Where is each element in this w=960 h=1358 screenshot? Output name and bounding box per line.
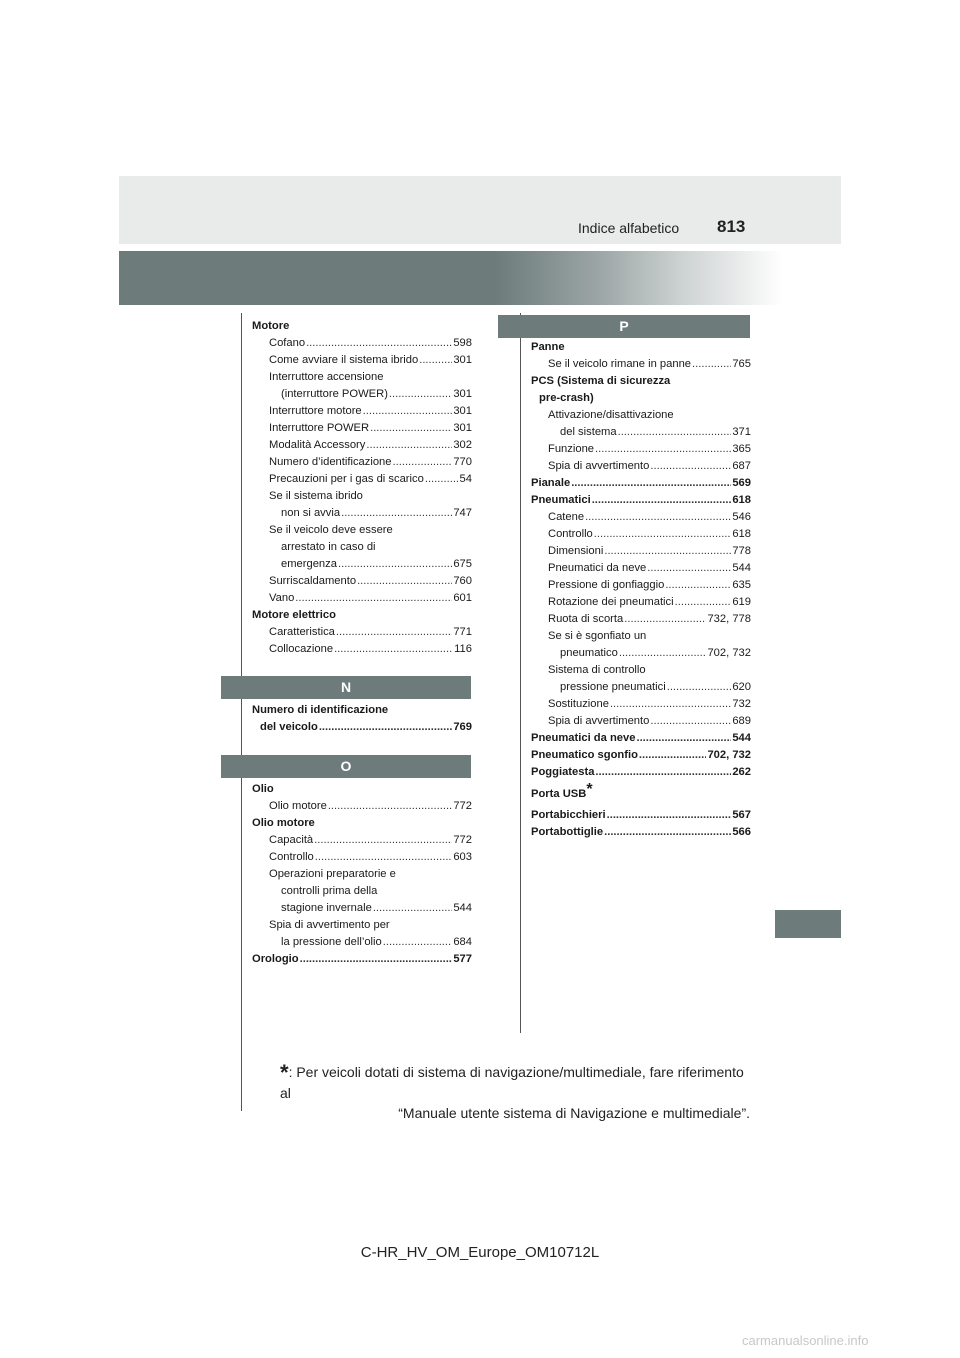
index-entry-text: Caratteristica bbox=[269, 626, 335, 638]
index-entry-text: Rotazione dei pneumatici bbox=[548, 596, 674, 608]
index-entry bbox=[252, 454, 472, 471]
chapter-side-tab bbox=[775, 910, 841, 938]
index-entry bbox=[531, 696, 751, 713]
index-entry-page: 301 bbox=[453, 388, 472, 400]
middle-column-rule bbox=[520, 313, 521, 1033]
index-entry-page: 684 bbox=[453, 936, 472, 948]
leader-dots bbox=[295, 590, 452, 607]
index-entry-text: Porta USB bbox=[531, 788, 587, 800]
leader-dots bbox=[647, 560, 731, 577]
index-entry-page: 689 bbox=[732, 715, 751, 727]
index-entry-text: Pressione di gonfiaggio bbox=[548, 579, 665, 591]
index-entry bbox=[531, 560, 751, 577]
index-entry bbox=[531, 594, 751, 611]
index-entry-text: Olio motore bbox=[252, 817, 315, 829]
index-entry-page: 772 bbox=[453, 800, 472, 812]
index-entry bbox=[252, 832, 472, 849]
leader-dots bbox=[595, 441, 731, 458]
leader-dots bbox=[585, 509, 731, 526]
index-entry bbox=[531, 441, 751, 458]
index-entry-text: Cofano bbox=[269, 337, 306, 349]
index-entry-page: 771 bbox=[453, 626, 472, 638]
index-entry bbox=[252, 866, 472, 883]
index-entry-page: 301 bbox=[453, 422, 472, 434]
leader-dots bbox=[300, 951, 453, 968]
index-entry bbox=[252, 719, 472, 736]
index-entry-page: 619 bbox=[732, 596, 751, 608]
leader-dots bbox=[675, 594, 732, 611]
leader-dots bbox=[373, 900, 453, 917]
index-entry bbox=[531, 424, 751, 441]
index-entry-page: 778 bbox=[732, 545, 751, 557]
index-entry-text: Se il sistema ibrido bbox=[269, 490, 363, 502]
index-entry-text: controlli prima della bbox=[281, 885, 378, 897]
index-entry-page: 546 bbox=[732, 511, 751, 523]
footnote-line-1: : Per veicoli dotati di sistema di navigazione/multimediale, fare riferimento al bbox=[280, 1064, 744, 1101]
footnote-marker: * bbox=[586, 781, 593, 798]
leader-dots bbox=[571, 475, 731, 492]
index-entry-text: Olio motore bbox=[269, 800, 327, 812]
leader-dots bbox=[328, 798, 453, 815]
leader-dots bbox=[618, 424, 732, 441]
index-entry-text: pressione pneumatici bbox=[560, 681, 666, 693]
index-entry-page: 262 bbox=[732, 766, 751, 778]
index-section-o bbox=[252, 781, 472, 968]
index-entry bbox=[531, 373, 751, 390]
left-column-rule bbox=[241, 313, 242, 1111]
index-entry bbox=[252, 573, 472, 590]
index-entry-text: Interruttore accensione bbox=[269, 371, 384, 383]
index-entry-text: Precauzioni per i gas di scarico bbox=[269, 473, 424, 485]
index-entry bbox=[531, 526, 751, 543]
index-entry-text: non si avvia bbox=[281, 507, 341, 519]
footnote-star: * bbox=[280, 1060, 289, 1085]
index-entry-text: Pneumatici da neve bbox=[548, 562, 647, 574]
index-entry-text: Controllo bbox=[269, 851, 314, 863]
index-entry-page: 769 bbox=[453, 721, 472, 733]
index-entry-page: 577 bbox=[453, 953, 472, 965]
index-entry-page: 675 bbox=[453, 558, 472, 570]
leader-dots bbox=[383, 934, 453, 951]
index-entry-text: pre-crash) bbox=[539, 392, 594, 404]
leader-dots bbox=[338, 556, 452, 573]
index-entry-page: 544 bbox=[453, 902, 472, 914]
index-entry bbox=[252, 883, 472, 900]
leader-dots bbox=[619, 645, 707, 662]
letter-heading-o: O bbox=[221, 755, 471, 778]
leader-dots bbox=[604, 543, 731, 560]
index-entry-text: Pneumatici bbox=[531, 494, 591, 506]
index-entry-text: Poggiatesta bbox=[531, 766, 595, 778]
watermark: carmanualsonline.info bbox=[742, 1333, 869, 1348]
index-entry-page: 747 bbox=[453, 507, 472, 519]
index-entry-text: Funzione bbox=[548, 443, 595, 455]
index-entry bbox=[252, 539, 472, 556]
index-entry bbox=[252, 318, 472, 335]
index-entry-page: 620 bbox=[732, 681, 751, 693]
index-entry-text: Modalità Accessory bbox=[269, 439, 366, 451]
leader-dots bbox=[667, 679, 732, 696]
leader-dots bbox=[341, 505, 452, 522]
index-entry bbox=[252, 934, 472, 951]
footnote-line-2: “Manuale utente sistema di Navigazione e multimediale”. bbox=[398, 1105, 750, 1121]
index-entry-page: 618 bbox=[732, 528, 751, 540]
index-entry bbox=[252, 607, 472, 624]
index-entry-text: Sostituzione bbox=[548, 698, 609, 710]
leader-dots bbox=[624, 611, 706, 628]
index-entry-page: 54 bbox=[459, 473, 472, 485]
index-entry bbox=[531, 390, 751, 407]
index-section-p bbox=[531, 339, 751, 841]
index-entry-text: Operazioni preparatorie e bbox=[269, 868, 396, 880]
index-entry-page: 365 bbox=[732, 443, 751, 455]
leader-dots bbox=[425, 471, 459, 488]
leader-dots bbox=[370, 420, 452, 437]
index-entry-text: Capacità bbox=[269, 834, 314, 846]
index-entry-text: Se il veicolo deve essere bbox=[269, 524, 393, 536]
index-entry-text: Interruttore POWER bbox=[269, 422, 370, 434]
index-entry-page: 732 bbox=[732, 698, 751, 710]
index-entry-page: 301 bbox=[453, 354, 472, 366]
index-entry-text: Pianale bbox=[531, 477, 571, 489]
index-entry bbox=[531, 407, 751, 424]
index-entry bbox=[252, 403, 472, 420]
index-entry bbox=[252, 815, 472, 832]
index-entry bbox=[531, 713, 751, 730]
index-entry-text: Vano bbox=[269, 592, 295, 604]
page-number: 813 bbox=[717, 217, 746, 236]
index-entry bbox=[252, 590, 472, 607]
index-entry-text: del sistema bbox=[560, 426, 617, 438]
index-entry-text: Attivazione/disattivazione bbox=[548, 409, 674, 421]
document-id: C-HR_HV_OM_Europe_OM10712L bbox=[360, 1244, 600, 1261]
index-entry-text: Portabicchieri bbox=[531, 809, 606, 821]
index-entry-text: Se il veicolo rimane in panne bbox=[548, 358, 692, 370]
index-entry-text: Ruota di scorta bbox=[548, 613, 624, 625]
index-entry bbox=[252, 352, 472, 369]
index-entry-page: 770 bbox=[453, 456, 472, 468]
index-entry-text: del veicolo bbox=[260, 721, 318, 733]
footnote bbox=[280, 1062, 750, 1123]
index-entry-text: pneumatico bbox=[560, 647, 618, 659]
letter-heading-p: P bbox=[498, 315, 750, 338]
leader-dots bbox=[692, 356, 731, 373]
letter-heading-n: N bbox=[221, 676, 471, 699]
index-entry-page: 567 bbox=[732, 809, 751, 821]
index-entry-page: 598 bbox=[453, 337, 472, 349]
header-gradient-band bbox=[119, 251, 841, 305]
index-entry bbox=[252, 369, 472, 386]
leader-dots bbox=[357, 573, 452, 590]
index-entry bbox=[252, 798, 472, 815]
index-entry bbox=[252, 917, 472, 934]
index-entry bbox=[531, 611, 751, 628]
index-entry-text: Catene bbox=[548, 511, 585, 523]
index-entry-text: Orologio bbox=[252, 953, 299, 965]
index-entry-text: arrestato in caso di bbox=[281, 541, 376, 553]
index-entry bbox=[252, 420, 472, 437]
index-entry-page: 702, 732 bbox=[707, 647, 751, 659]
index-entry bbox=[531, 475, 751, 492]
index-entry bbox=[531, 764, 751, 781]
leader-dots bbox=[336, 624, 452, 641]
index-entry-text: Portabottiglie bbox=[531, 826, 604, 838]
leader-dots bbox=[592, 492, 732, 509]
index-entry-page: 301 bbox=[453, 405, 472, 417]
index-entry-page: 566 bbox=[732, 826, 751, 838]
index-entry bbox=[252, 386, 472, 403]
index-entry bbox=[252, 900, 472, 917]
index-entry bbox=[531, 781, 751, 803]
leader-dots bbox=[363, 403, 453, 420]
index-entry-page: 772 bbox=[453, 834, 472, 846]
leader-dots bbox=[306, 335, 452, 352]
index-entry-text: Surriscaldamento bbox=[269, 575, 357, 587]
index-entry-text: Dimensioni bbox=[548, 545, 604, 557]
index-entry-page: 569 bbox=[732, 477, 751, 489]
index-entry-text: la pressione dell’olio bbox=[281, 936, 382, 948]
index-entry-page: 302 bbox=[453, 439, 472, 451]
index-entry-text: PCS (Sistema di sicurezza bbox=[531, 375, 671, 387]
index-entry-page: 116 bbox=[454, 643, 472, 655]
index-entry-text: Numero d’identificazione bbox=[269, 456, 392, 468]
index-entry bbox=[531, 628, 751, 645]
index-entry bbox=[531, 747, 751, 764]
index-entry-page: 765 bbox=[732, 358, 751, 370]
index-entry-text: Pneumatico sgonfio bbox=[531, 749, 638, 761]
index-entry-text: Spia di avvertimento bbox=[548, 715, 650, 727]
index-entry-text: Pneumatici da neve bbox=[531, 732, 636, 744]
leader-dots bbox=[319, 719, 453, 736]
leader-dots bbox=[650, 713, 731, 730]
index-column-left bbox=[252, 318, 472, 658]
index-entry bbox=[531, 662, 751, 679]
index-entry-page: 544 bbox=[732, 732, 751, 744]
index-entry bbox=[531, 543, 751, 560]
index-entry-text: Se si è sgonfiato un bbox=[548, 630, 647, 642]
leader-dots bbox=[604, 824, 731, 841]
leader-dots bbox=[315, 849, 453, 866]
index-entry-page: 618 bbox=[732, 494, 751, 506]
index-entry-text: Sistema di controllo bbox=[548, 664, 646, 676]
leader-dots bbox=[334, 641, 453, 658]
index-entry-text: emergenza bbox=[281, 558, 337, 570]
index-entry bbox=[252, 849, 472, 866]
index-entry-page: 544 bbox=[732, 562, 751, 574]
index-entry-text: stagione invernale bbox=[281, 902, 372, 914]
leader-dots bbox=[636, 730, 731, 747]
index-entry-text: Come avviare il sistema ibrido bbox=[269, 354, 419, 366]
leader-dots bbox=[650, 458, 731, 475]
index-entry-text: Collocazione bbox=[269, 643, 334, 655]
leader-dots bbox=[610, 696, 731, 713]
leader-dots bbox=[389, 386, 452, 403]
index-entry bbox=[252, 556, 472, 573]
index-entry bbox=[531, 458, 751, 475]
index-entry-page: 687 bbox=[732, 460, 751, 472]
index-entry bbox=[531, 339, 751, 356]
leader-dots bbox=[594, 526, 732, 543]
index-entry bbox=[252, 781, 472, 798]
index-entry bbox=[252, 488, 472, 505]
index-entry bbox=[252, 702, 472, 719]
leader-dots bbox=[665, 577, 731, 594]
leader-dots bbox=[393, 454, 453, 471]
index-entry bbox=[531, 679, 751, 696]
leader-dots bbox=[366, 437, 452, 454]
leader-dots bbox=[419, 352, 452, 369]
index-entry-page: 601 bbox=[453, 592, 472, 604]
index-entry-text: Spia di avvertimento per bbox=[269, 919, 390, 931]
index-entry bbox=[531, 824, 751, 841]
index-entry bbox=[252, 335, 472, 352]
index-entry-page: 371 bbox=[732, 426, 751, 438]
index-entry bbox=[531, 577, 751, 594]
index-entry bbox=[252, 641, 472, 658]
index-entry-text: Controllo bbox=[548, 528, 593, 540]
index-entry-text: Olio bbox=[252, 783, 274, 795]
index-entry bbox=[252, 437, 472, 454]
index-entry-text: Motore bbox=[252, 320, 290, 332]
index-entry-text: Panne bbox=[531, 341, 565, 353]
leader-dots bbox=[607, 807, 732, 824]
index-entry-page: 760 bbox=[453, 575, 472, 587]
index-entry bbox=[531, 730, 751, 747]
index-entry bbox=[252, 471, 472, 488]
index-entry bbox=[531, 356, 751, 373]
index-entry-text: Numero di identificazione bbox=[252, 704, 389, 716]
index-entry bbox=[531, 807, 751, 824]
index-entry bbox=[252, 624, 472, 641]
index-entry-page: 702, 732 bbox=[707, 749, 751, 761]
index-entry-text: Spia di avvertimento bbox=[548, 460, 650, 472]
index-entry-text: Motore elettrico bbox=[252, 609, 336, 621]
leader-dots bbox=[595, 764, 731, 781]
index-entry bbox=[531, 509, 751, 526]
index-entry-text: Interruttore motore bbox=[269, 405, 362, 417]
index-section-n bbox=[252, 702, 472, 736]
index-entry bbox=[531, 645, 751, 662]
index-entry-text: (interruttore POWER) bbox=[281, 388, 388, 400]
index-entry bbox=[531, 492, 751, 509]
index-entry-page: 603 bbox=[453, 851, 472, 863]
leader-dots bbox=[639, 747, 707, 764]
index-entry bbox=[252, 522, 472, 539]
index-entry bbox=[252, 505, 472, 522]
index-entry-page: 732, 778 bbox=[707, 613, 751, 625]
leader-dots bbox=[314, 832, 452, 849]
index-entry-page: 635 bbox=[732, 579, 751, 591]
section-title: Indice alfabetico bbox=[578, 220, 680, 236]
index-entry bbox=[252, 951, 472, 968]
